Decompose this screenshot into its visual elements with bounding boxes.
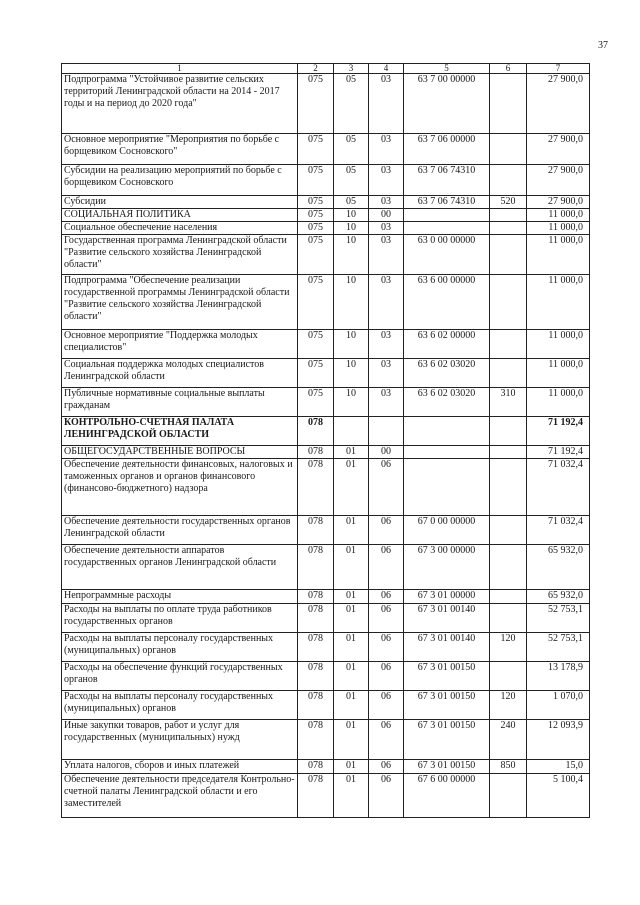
row-section-code: 01 — [334, 590, 369, 604]
row-section-code: 10 — [334, 209, 369, 222]
row-ministry-code: 075 — [298, 235, 334, 275]
row-amount: 52 753,1 — [527, 604, 590, 633]
row-ministry-code: 078 — [298, 604, 334, 633]
row-subsection-code: 03 — [369, 222, 404, 235]
row-target-article: 63 0 00 00000 — [404, 235, 490, 275]
row-amount: 11 000,0 — [527, 330, 590, 359]
row-expense-type — [490, 209, 527, 222]
row-subsection-code: 00 — [369, 209, 404, 222]
row-amount: 11 000,0 — [527, 209, 590, 222]
row-ministry-code: 078 — [298, 590, 334, 604]
row-subsection-code: 06 — [369, 662, 404, 691]
row-subsection-code: 03 — [369, 388, 404, 417]
row-expense-type — [490, 516, 527, 545]
row-expense-type: 120 — [490, 691, 527, 720]
row-section-code: 10 — [334, 235, 369, 275]
row-amount: 13 178,9 — [527, 662, 590, 691]
row-target-article: 63 6 00 00000 — [404, 275, 490, 330]
row-expense-type — [490, 545, 527, 590]
row-ministry-code: 078 — [298, 459, 334, 516]
row-amount: 11 000,0 — [527, 275, 590, 330]
row-section-code: 01 — [334, 662, 369, 691]
row-target-article: 67 3 01 00150 — [404, 720, 490, 760]
row-name: Публичные нормативные социальные выплаты гражданам — [62, 388, 298, 417]
row-subsection-code: 03 — [369, 196, 404, 209]
row-ministry-code: 075 — [298, 134, 334, 165]
row-ministry-code: 078 — [298, 545, 334, 590]
row-expense-type — [490, 417, 527, 446]
row-section-code: 10 — [334, 222, 369, 235]
row-expense-type — [490, 222, 527, 235]
row-ministry-code: 075 — [298, 388, 334, 417]
table-header-row — [62, 64, 590, 74]
row-amount: 11 000,0 — [527, 222, 590, 235]
column-header: 4 — [369, 64, 404, 74]
row-section-code: 05 — [334, 74, 369, 134]
row-expense-type — [490, 662, 527, 691]
row-section-code: 01 — [334, 545, 369, 590]
row-target-article — [404, 417, 490, 446]
row-section-code: 10 — [334, 330, 369, 359]
row-expense-type — [490, 134, 527, 165]
row-name: Государственная программа Ленинградской области "Развитие сельского хозяйства Ленинградской области" — [62, 235, 298, 275]
row-name: Социальная поддержка молодых специалистов Ленинградской области — [62, 359, 298, 388]
row-target-article: 63 7 00 00000 — [404, 74, 490, 134]
row-amount: 5 100,4 — [527, 774, 590, 818]
table-row — [62, 359, 590, 388]
row-section-code: 01 — [334, 720, 369, 760]
row-name: Подпрограмма "Устойчивое развитие сельских территорий Ленинградской области на 2014 - 2017 годы и на период до 2020 года" — [62, 74, 298, 134]
row-subsection-code: 03 — [369, 134, 404, 165]
row-target-article: 67 6 00 00000 — [404, 774, 490, 818]
table-row — [62, 662, 590, 691]
column-header: 6 — [490, 64, 527, 74]
row-amount: 65 932,0 — [527, 590, 590, 604]
row-section-code: 10 — [334, 359, 369, 388]
row-expense-type — [490, 74, 527, 134]
table-row — [62, 196, 590, 209]
row-section-code: 05 — [334, 134, 369, 165]
row-name: Расходы на выплаты по оплате труда работников государственных органов — [62, 604, 298, 633]
row-ministry-code: 078 — [298, 633, 334, 662]
budget-table — [61, 63, 590, 818]
row-name: Социальное обеспечение населения — [62, 222, 298, 235]
row-subsection-code: 06 — [369, 691, 404, 720]
row-name: Субсидии на реализацию мероприятий по борьбе с борщевиком Сосновского — [62, 165, 298, 196]
table-row — [62, 388, 590, 417]
row-subsection-code: 00 — [369, 446, 404, 459]
row-name: Непрограммные расходы — [62, 590, 298, 604]
row-amount: 52 753,1 — [527, 633, 590, 662]
row-section-code: 05 — [334, 165, 369, 196]
row-amount: 27 900,0 — [527, 134, 590, 165]
row-expense-type: 310 — [490, 388, 527, 417]
row-expense-type — [490, 590, 527, 604]
row-subsection-code: 03 — [369, 330, 404, 359]
row-subsection-code: 03 — [369, 74, 404, 134]
row-target-article: 63 7 06 74310 — [404, 165, 490, 196]
row-amount: 11 000,0 — [527, 388, 590, 417]
row-amount: 27 900,0 — [527, 165, 590, 196]
row-subsection-code: 03 — [369, 165, 404, 196]
row-amount: 27 900,0 — [527, 74, 590, 134]
row-expense-type — [490, 330, 527, 359]
row-target-article — [404, 209, 490, 222]
row-name: Основное мероприятие "Мероприятия по борьбе с борщевиком Сосновского" — [62, 134, 298, 165]
row-amount: 1 070,0 — [527, 691, 590, 720]
row-target-article: 67 3 01 00150 — [404, 691, 490, 720]
row-section-code — [334, 417, 369, 446]
row-expense-type — [490, 459, 527, 516]
table-row — [62, 446, 590, 459]
row-subsection-code: 06 — [369, 590, 404, 604]
row-subsection-code: 06 — [369, 459, 404, 516]
row-section-code: 10 — [334, 388, 369, 417]
row-ministry-code: 078 — [298, 774, 334, 818]
row-expense-type — [490, 235, 527, 275]
row-ministry-code: 078 — [298, 516, 334, 545]
column-header: 5 — [404, 64, 490, 74]
row-section-code: 01 — [334, 516, 369, 545]
table-row — [62, 459, 590, 516]
row-amount: 65 932,0 — [527, 545, 590, 590]
row-section-code: 01 — [334, 459, 369, 516]
row-subsection-code: 03 — [369, 235, 404, 275]
row-expense-type — [490, 275, 527, 330]
row-amount: 71 032,4 — [527, 459, 590, 516]
row-target-article: 67 3 01 00140 — [404, 604, 490, 633]
row-target-article: 63 6 02 03020 — [404, 388, 490, 417]
column-header: 2 — [298, 64, 334, 74]
row-amount: 15,0 — [527, 760, 590, 774]
table-row — [62, 209, 590, 222]
table-row — [62, 74, 590, 134]
row-name: Подпрограмма "Обеспечение реализации государственной программы Ленинградской области "Развитие сельского хозяйства Ленинградской области" — [62, 275, 298, 330]
row-subsection-code: 06 — [369, 720, 404, 760]
row-expense-type: 520 — [490, 196, 527, 209]
row-ministry-code: 075 — [298, 222, 334, 235]
row-ministry-code: 075 — [298, 330, 334, 359]
row-ministry-code: 078 — [298, 417, 334, 446]
row-ministry-code: 078 — [298, 662, 334, 691]
row-name: Основное мероприятие "Поддержка молодых специалистов" — [62, 330, 298, 359]
row-subsection-code: 06 — [369, 760, 404, 774]
row-ministry-code: 078 — [298, 691, 334, 720]
row-subsection-code: 06 — [369, 633, 404, 662]
row-expense-type: 850 — [490, 760, 527, 774]
row-section-code: 05 — [334, 196, 369, 209]
row-amount: 11 000,0 — [527, 359, 590, 388]
table-row — [62, 604, 590, 633]
row-name: Иные закупки товаров, работ и услуг для государственных (муниципальных) нужд — [62, 720, 298, 760]
table-row — [62, 590, 590, 604]
row-target-article — [404, 446, 490, 459]
row-ministry-code: 075 — [298, 196, 334, 209]
row-expense-type — [490, 446, 527, 459]
page-number: 37 — [598, 40, 608, 51]
row-amount: 11 000,0 — [527, 235, 590, 275]
row-target-article — [404, 459, 490, 516]
row-name: СОЦИАЛЬНАЯ ПОЛИТИКА — [62, 209, 298, 222]
table-row — [62, 774, 590, 818]
row-target-article: 63 7 06 74310 — [404, 196, 490, 209]
row-target-article: 63 6 02 03020 — [404, 359, 490, 388]
row-target-article: 67 3 01 00150 — [404, 760, 490, 774]
row-name: Обеспечение деятельности государственных органов Ленинградской области — [62, 516, 298, 545]
table-row — [62, 275, 590, 330]
row-name: Расходы на обеспечение функций государственных органов — [62, 662, 298, 691]
row-ministry-code: 075 — [298, 275, 334, 330]
table-row — [62, 134, 590, 165]
row-target-article: 67 3 01 00140 — [404, 633, 490, 662]
row-subsection-code: 03 — [369, 275, 404, 330]
row-target-article — [404, 222, 490, 235]
row-ministry-code: 075 — [298, 359, 334, 388]
row-ministry-code: 075 — [298, 74, 334, 134]
row-target-article: 67 3 01 00150 — [404, 662, 490, 691]
row-name: КОНТРОЛЬНО-СЧЕТНАЯ ПАЛАТА ЛЕНИНГРАДСКОЙ ОБЛАСТИ — [62, 417, 298, 446]
row-ministry-code: 078 — [298, 720, 334, 760]
row-section-code: 01 — [334, 604, 369, 633]
table-row — [62, 720, 590, 760]
row-target-article: 67 3 00 00000 — [404, 545, 490, 590]
row-expense-type: 120 — [490, 633, 527, 662]
row-name: ОБЩЕГОСУДАРСТВЕННЫЕ ВОПРОСЫ — [62, 446, 298, 459]
row-section-code: 01 — [334, 774, 369, 818]
row-expense-type — [490, 359, 527, 388]
row-amount: 27 900,0 — [527, 196, 590, 209]
row-name: Субсидии — [62, 196, 298, 209]
table-row — [62, 633, 590, 662]
row-expense-type: 240 — [490, 720, 527, 760]
table-row — [62, 516, 590, 545]
row-name: Обеспечение деятельности аппаратов государственных органов Ленинградской области — [62, 545, 298, 590]
row-subsection-code: 06 — [369, 516, 404, 545]
row-subsection-code: 06 — [369, 545, 404, 590]
column-header: 3 — [334, 64, 369, 74]
row-target-article: 63 6 02 00000 — [404, 330, 490, 359]
row-expense-type — [490, 774, 527, 818]
row-subsection-code: 03 — [369, 359, 404, 388]
table-row — [62, 545, 590, 590]
row-name: Обеспечение деятельности председателя Контрольно-счетной палаты Ленинградской области и его заместителей — [62, 774, 298, 818]
row-amount: 71 192,4 — [527, 417, 590, 446]
row-subsection-code: 06 — [369, 604, 404, 633]
row-name: Расходы на выплаты персоналу государственных (муниципальных) органов — [62, 633, 298, 662]
column-header: 1 — [62, 64, 298, 74]
row-name: Уплата налогов, сборов и иных платежей — [62, 760, 298, 774]
row-subsection-code — [369, 417, 404, 446]
row-ministry-code: 078 — [298, 446, 334, 459]
row-name: Расходы на выплаты персоналу государственных (муниципальных) органов — [62, 691, 298, 720]
row-target-article: 67 3 01 00000 — [404, 590, 490, 604]
table-row — [62, 330, 590, 359]
row-expense-type — [490, 604, 527, 633]
table-row — [62, 417, 590, 446]
row-amount: 12 093,9 — [527, 720, 590, 760]
table-row — [62, 165, 590, 196]
table-row — [62, 222, 590, 235]
row-target-article: 67 0 00 00000 — [404, 516, 490, 545]
row-subsection-code: 06 — [369, 774, 404, 818]
row-section-code: 10 — [334, 275, 369, 330]
table-row — [62, 691, 590, 720]
row-section-code: 01 — [334, 691, 369, 720]
row-amount: 71 192,4 — [527, 446, 590, 459]
row-amount: 71 032,4 — [527, 516, 590, 545]
row-ministry-code: 078 — [298, 760, 334, 774]
row-section-code: 01 — [334, 633, 369, 662]
row-ministry-code: 075 — [298, 209, 334, 222]
row-ministry-code: 075 — [298, 165, 334, 196]
row-target-article: 63 7 06 00000 — [404, 134, 490, 165]
table-row — [62, 235, 590, 275]
row-section-code: 01 — [334, 760, 369, 774]
column-header: 7 — [527, 64, 590, 74]
row-expense-type — [490, 165, 527, 196]
row-section-code: 01 — [334, 446, 369, 459]
row-name: Обеспечение деятельности финансовых, налоговых и таможенных органов и органов финансового (финансово-бюджетного) надзора — [62, 459, 298, 516]
table-row — [62, 760, 590, 774]
